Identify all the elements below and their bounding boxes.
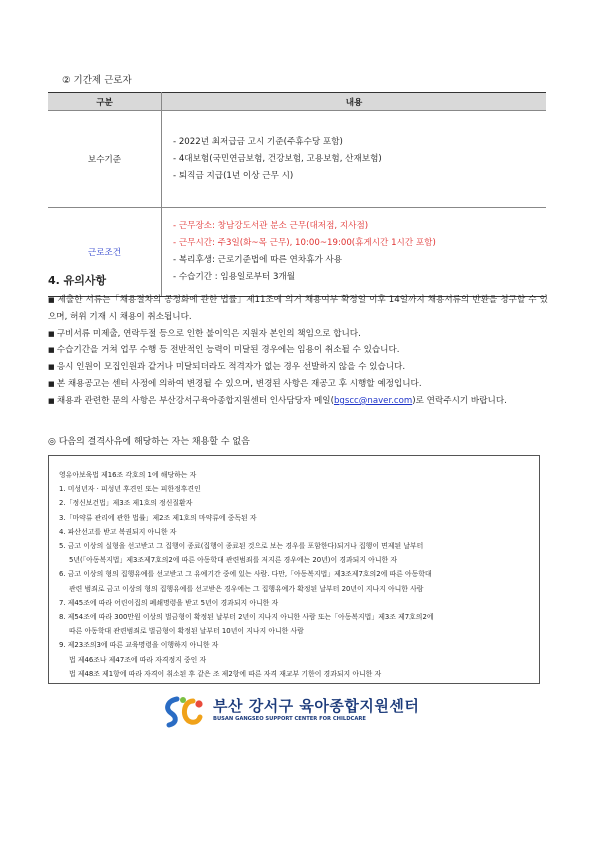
email-link[interactable]: bgscc@naver.com (333, 395, 413, 406)
notes-list (48, 292, 548, 410)
list-item: - 근무시간: 주3일(화~목 근무), 10:00~19:00(휴게시간 1시간 포함) (173, 235, 545, 252)
disqualification-line: 5. 금고 이상의 실형을 선고받고 그 집행이 종료(집행이 종료된 것으로 보는 경우를 포함한다)되거나 집행이 면제된 날부터 (59, 542, 424, 551)
note-item: ■ 구비서류 미제출, 연락두절 등으로 인한 불이익은 지원자 본인의 책임으로 합니다. (48, 326, 548, 343)
disqualification-line: 7. 제45조에 따라 어린이집의 폐쇄명령을 받고 5년이 경과되지 아니한 자 (59, 598, 279, 607)
note-item-contact (48, 393, 548, 410)
disqualification-line: 4. 파산선고를 받고 복권되지 아니한 자 (59, 527, 177, 536)
list-item: - 수습기간 : 임용일로부터 3개월 (173, 269, 545, 286)
list-item: - 근무장소: 창남강도서관 분소 근무(대저점, 지사점) (173, 218, 545, 235)
note-item: ■ 본 채용공고는 센터 사정에 의하여 변경될 수 있으며, 변경된 사항은 재공고 후 시행할 예정입니다. (48, 376, 548, 393)
row-content-conditions (162, 208, 547, 297)
disqualification-title: ◎ 다음의 결격사유에 해당하는 자는 채용할 수 없음 (48, 437, 250, 447)
org-name-en: BUSAN GANGSEO SUPPORT CENTER FOR CHILDCARE (213, 716, 366, 722)
disqualification-line: 6. 금고 이상의 형의 집행유예를 선고받고 그 유예기간 중에 있는 사람. 다만,「아동복지법」제3조제7호의2에 따른 아동학대 (59, 570, 432, 579)
table-row (48, 111, 546, 208)
disqualification-box (48, 455, 540, 684)
disqualification-line: 법 제48조 제1항에 따라 자격이 취소된 후 같은 조 제2항에 따른 자격 재교부 기한이 경과되지 아니한 자 (69, 669, 382, 678)
disqualification-line: 관련 범죄로 금고 이상의 형의 집행유예를 선고받은 경우에는 그 집행유예가 확정된 날부터 20년이 지나지 아니한 사람 (69, 584, 424, 593)
header-content: 내용 (162, 93, 547, 111)
disqualification-line: 1. 미성년자 · 피성년 후견인 또는 피한정후견인 (59, 485, 201, 494)
org-logo (163, 695, 423, 729)
row-content-pay (162, 111, 547, 208)
disqualification-line: 2.「정신보건법」제3조 제1호의 정신질환자 (59, 499, 193, 508)
disqualification-line: 영유아보육법 제16조 각호의 1에 해당하는 자 (59, 471, 197, 479)
table-row (48, 208, 546, 297)
section-label: ② 기간제 근로자 (62, 75, 132, 86)
disqualification-line: 따른 아동학대 관련범죄로 벌금형이 확정된 날부터 10년이 지나지 아니한 사람 (69, 627, 304, 636)
disqualification-line: 9. 제23조의3에 따른 교육명령을 이행하지 아니한 자 (59, 641, 219, 650)
notes-heading: 4. 유의사항 (48, 274, 107, 287)
note-item: ■ 응시 인원이 모집인원과 같거나 미달되더라도 적격자가 없는 경우 선발하지 않을 수 있습니다. (48, 359, 548, 376)
contact-text-after: )로 연락주시기 바랍니다. (412, 395, 507, 406)
disqualification-line: 8. 제54조에 따라 300만원 이상의 벌금형이 확정된 날부터 2년이 지나지 아니한 사람 또는「아동복지법」제3조 제7호의2에 (59, 613, 434, 622)
note-item: ■ 수습기간을 거쳐 업무 수행 등 전반적인 능력이 미달된 경우에는 임용이 취소될 수 있습니다. (48, 342, 548, 359)
note-item: ■ 제출한 서류는「채용절차의 공정화에 관한 법률」제11조에 의거 채용여부 확정일 이후 14일까지 채용서류의 반환을 청구할 수 있으며, 허위 기재 시 채용이 취소됩니다. (48, 292, 548, 326)
row-label-conditions: 근로조건 (48, 208, 162, 297)
header-category: 구분 (48, 93, 162, 111)
org-name: 부산 강서구 육아종합지원센터 (213, 697, 420, 715)
list-item: - 퇴직금 지급(1년 이상 근무 시) (173, 168, 545, 185)
disqualification-line: 법 제46조나 제47조에 따라 자격정지 중인 자 (69, 655, 207, 664)
logo-mark-icon (163, 695, 209, 729)
list-item: - 4대보험(국민연금보험, 건강보험, 고용보험, 산재보험) (173, 151, 545, 168)
disqualification-line: 5년(「아동복지법」제3조제7호의2에 따른 아동학대 관련범죄를 저지른 경우에는 20년)이 경과되지 아니한 자 (69, 556, 397, 565)
contact-text-before: 채용과 관련한 문의 사항은 부산강서구육아종합지원센터 인사담당자 메일( (56, 395, 334, 406)
row-label-pay: 보수기준 (48, 111, 162, 208)
list-item: - 복리후생: 근로기준법에 따른 연차휴가 사용 (173, 252, 545, 269)
conditions-table (48, 92, 546, 297)
disqualification-line: 3.「마약류 관리에 관한 법률」제2조 제1호의 마약류에 중독된 자 (59, 513, 257, 522)
list-item: - 2022년 최저급금 고시 기준(주휴수당 포함) (173, 134, 545, 151)
